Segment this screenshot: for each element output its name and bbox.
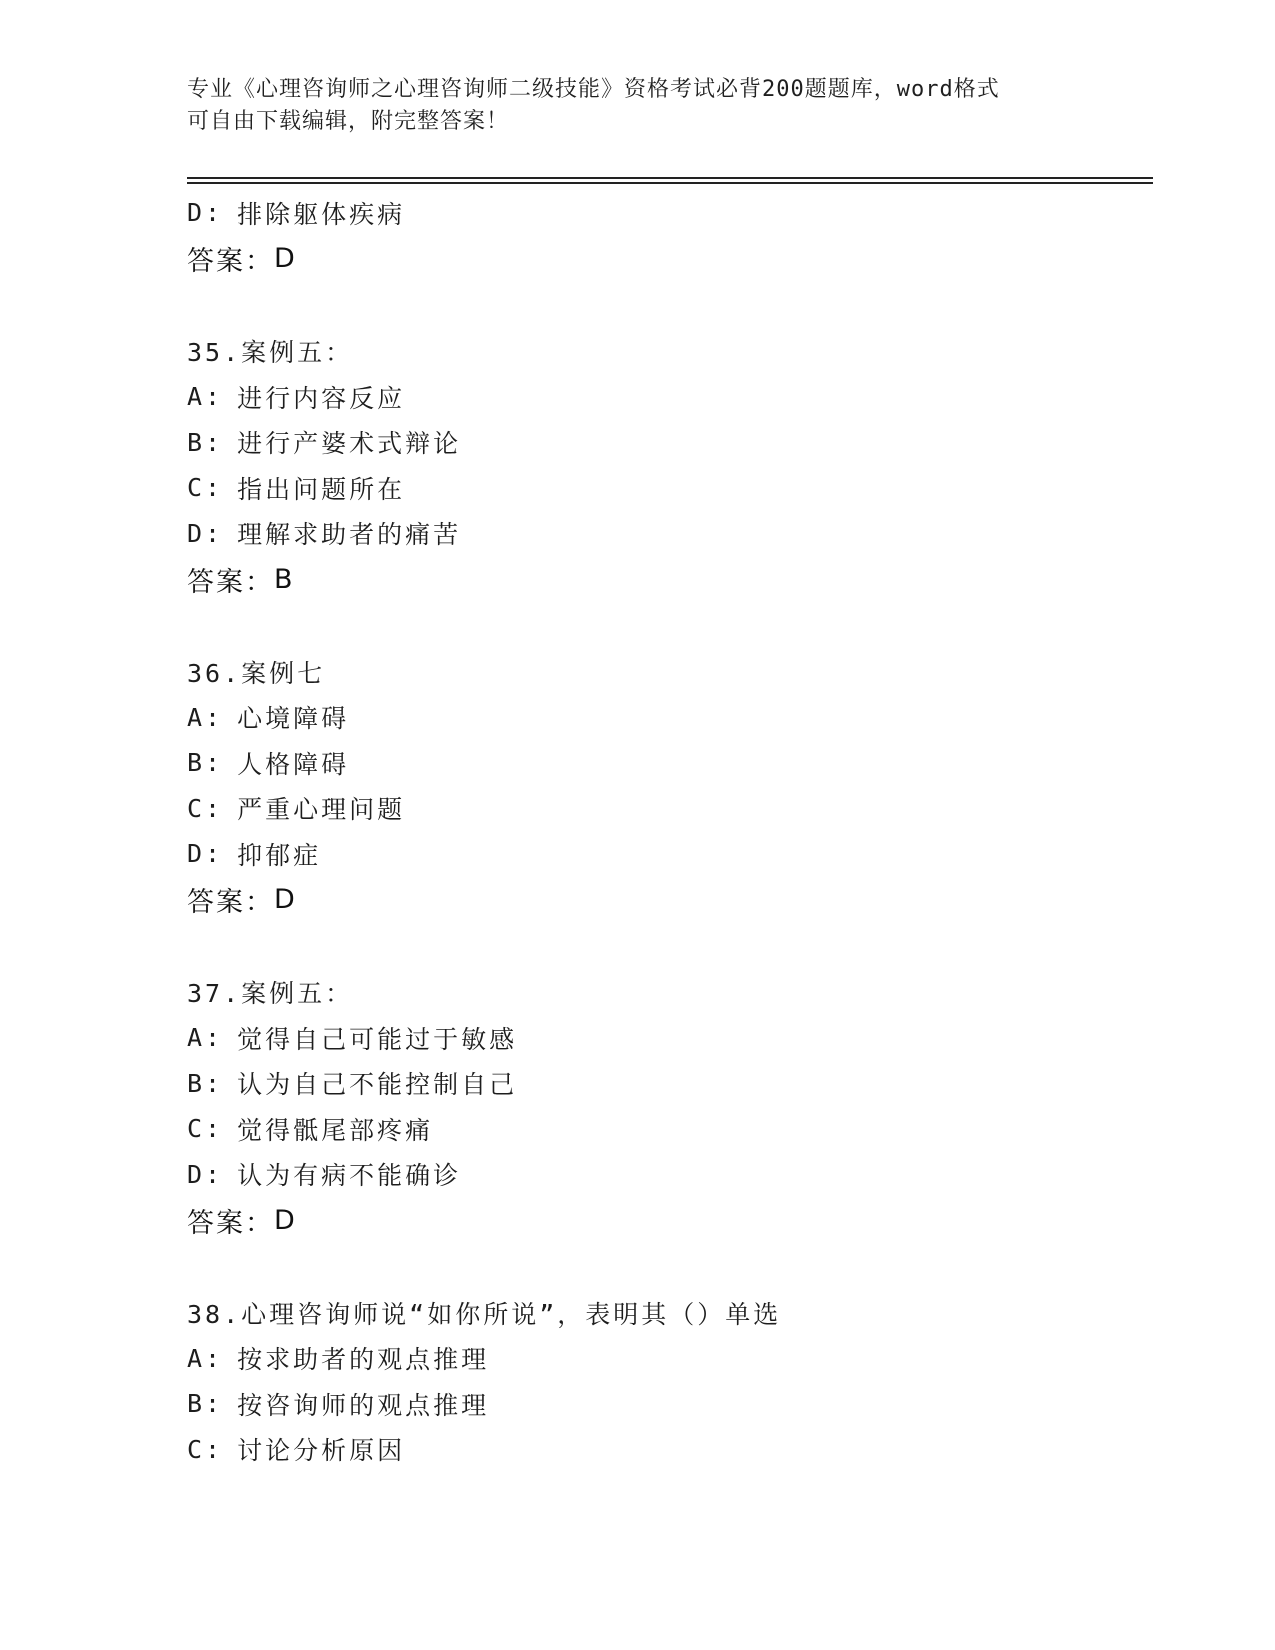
option-letter: C: (187, 793, 224, 823)
header-line-2: 可自由下载编辑，附完整答案！ (187, 109, 510, 134)
option-d (187, 190, 1137, 236)
answer-value: B (274, 563, 293, 595)
option-letter: D: (187, 839, 224, 869)
answer-line (187, 877, 1137, 923)
option-text: 进行内容反应 (237, 383, 406, 413)
option-c (187, 786, 1137, 832)
spacer (187, 282, 1137, 329)
option-letter: D: (187, 198, 224, 228)
option-text: 人格障碍 (237, 749, 350, 779)
option-c (187, 1106, 1137, 1152)
option-b (187, 1061, 1137, 1107)
question-stem: 37.案例五： (187, 979, 354, 1009)
question-36 (187, 649, 1137, 923)
question-34-tail (187, 190, 1137, 282)
option-text: 觉得自己可能过于敏感 (237, 1024, 518, 1054)
header-line-1: 专业《心理咨询师之心理咨询师二级技能》资格考试必背200题题库，word格式 (187, 77, 1000, 102)
option-a (187, 695, 1137, 741)
option-b (187, 740, 1137, 786)
option-letter: A: (187, 1023, 224, 1053)
question-list (187, 190, 1137, 1472)
option-letter: B: (187, 427, 224, 457)
option-b (187, 1381, 1137, 1427)
option-text: 指出问题所在 (237, 474, 406, 504)
answer-value: D (274, 1204, 295, 1236)
option-d (187, 1152, 1137, 1198)
question-stem: 38.心理咨询师说“如你所说”，表明其（）单选 (187, 1299, 782, 1329)
option-text: 心境障碍 (237, 704, 350, 734)
option-letter: B: (187, 1389, 224, 1419)
question-38 (187, 1290, 1137, 1472)
question-37 (187, 970, 1137, 1244)
option-text: 认为有病不能确诊 (237, 1161, 462, 1191)
option-c (187, 465, 1137, 511)
option-letter: C: (187, 1114, 224, 1144)
header-divider-bottom (187, 182, 1153, 184)
option-letter: B: (187, 1068, 224, 1098)
answer-value: D (274, 243, 295, 274)
answer-value: D (274, 884, 295, 915)
option-letter: B: (187, 748, 224, 778)
question-stem: 35.案例五： (187, 338, 354, 368)
option-text: 认为自己不能控制自己 (237, 1070, 518, 1100)
question-35 (187, 329, 1137, 603)
option-letter: D: (187, 518, 224, 548)
document-header (187, 74, 1087, 138)
answer-line (187, 556, 1137, 602)
option-text: 讨论分析原因 (237, 1436, 406, 1466)
option-text: 按咨询师的观点推理 (237, 1390, 490, 1420)
header-divider-top (187, 177, 1153, 179)
option-a (187, 1015, 1137, 1061)
option-text: 抑郁症 (237, 840, 322, 870)
option-a (187, 374, 1137, 420)
option-text: 按求助者的观点推理 (237, 1345, 490, 1375)
option-d (187, 831, 1137, 877)
option-letter: C: (187, 473, 224, 503)
option-letter: D: (187, 1159, 224, 1189)
spacer (187, 602, 1137, 649)
answer-label: 答案： (187, 566, 274, 598)
answer-label: 答案： (187, 1207, 274, 1239)
option-text: 进行产婆术式辩论 (237, 429, 462, 459)
option-letter: A: (187, 1343, 224, 1373)
option-letter: A: (187, 382, 224, 412)
option-text: 排除躯体疾病 (237, 199, 406, 229)
option-b (187, 420, 1137, 466)
answer-line (187, 1197, 1137, 1243)
option-a (187, 1336, 1137, 1382)
option-letter: A: (187, 702, 224, 732)
option-text: 理解求助者的痛苦 (237, 520, 462, 550)
spacer (187, 923, 1137, 970)
option-letter: C: (187, 1434, 224, 1464)
question-stem: 36.案例七 (187, 658, 326, 688)
spacer (187, 1243, 1137, 1290)
option-d (187, 511, 1137, 557)
option-text: 严重心理问题 (237, 795, 406, 825)
answer-line (187, 236, 1137, 282)
answer-label: 答案： (187, 887, 274, 918)
answer-label: 答案： (187, 246, 274, 277)
option-c (187, 1427, 1137, 1473)
option-text: 觉得骶尾部疼痛 (237, 1115, 434, 1145)
